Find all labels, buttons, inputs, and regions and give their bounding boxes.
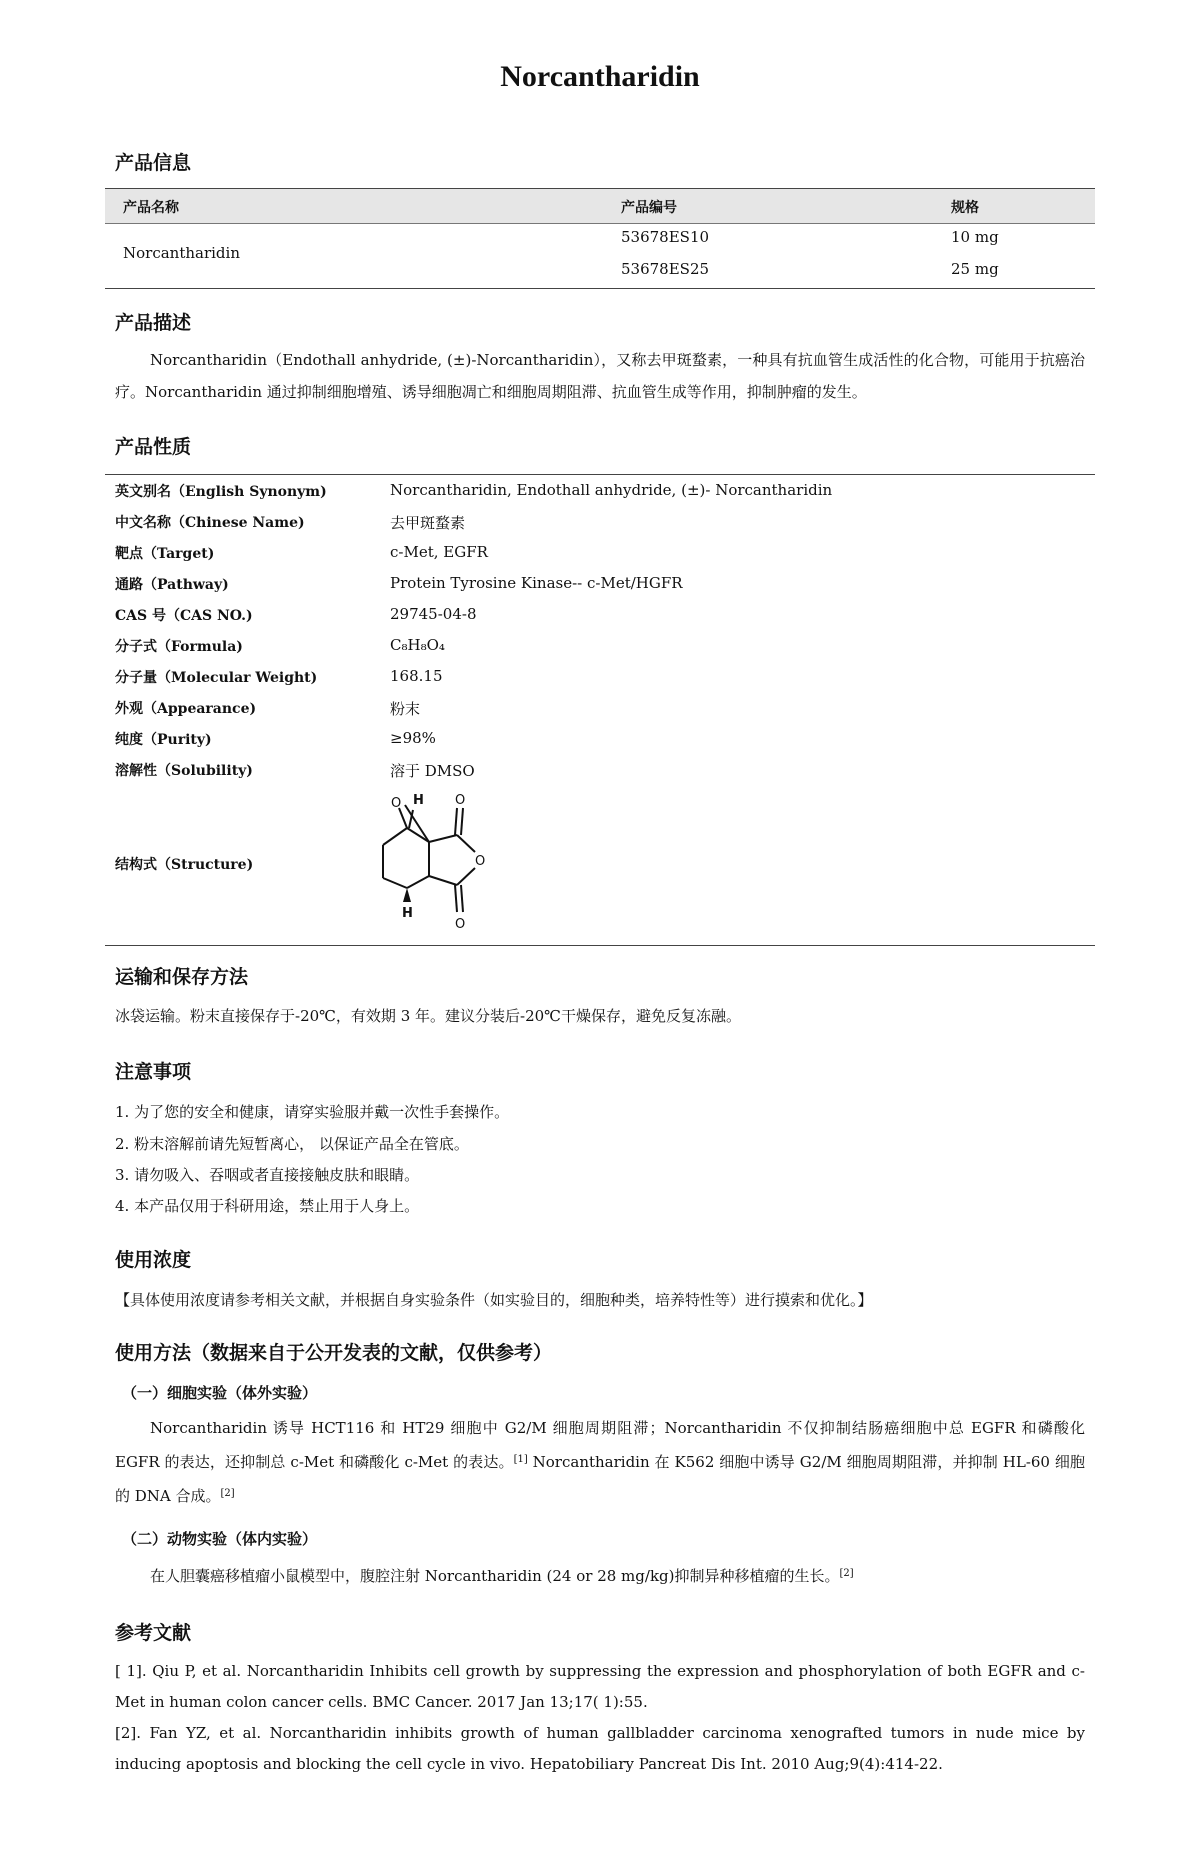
property-value: 粉末 — [390, 700, 421, 718]
citation-ref[interactable]: [2] — [839, 1568, 854, 1579]
document-title: Norcantharidin — [500, 60, 700, 93]
description-heading: 产品描述 — [115, 312, 192, 334]
storage-text: 冰袋运输。粉末直接保存于-20℃，有效期 3 年。建议分装后-20℃干燥保存，避免反复冻融。 — [115, 1007, 741, 1025]
column-header-name: 产品名称 — [123, 200, 179, 216]
property-row — [115, 599, 1095, 630]
in-vivo-heading: （二）动物实验（体内实验） — [122, 1530, 318, 1548]
notes-item: 2. 粉末溶解前请先短暂离心， 以保证产品全在管底。 — [115, 1135, 469, 1153]
product-code-cell: 53678ES10 — [621, 228, 710, 246]
product-info-table-body — [105, 224, 1095, 288]
description-text: Norcantharidin（Endothall anhydride, (±)-Norcantharidin），又称去甲斑蝥素，一种具有抗血管生成活性的化合物，可能用于抗癌治疗。Norcantharidin 通过抑制细胞增殖、诱导细胞凋亡和细胞周期阻滞、抗血管生成等作用，抑制肿瘤的发生。 — [115, 351, 1085, 401]
property-label: 英文别名（English Synonym) — [115, 484, 327, 500]
property-value: 168.15 — [390, 667, 443, 685]
property-row — [115, 475, 1095, 506]
property-row — [115, 537, 1095, 568]
in-vitro-heading: （一）细胞实验（体外实验） — [122, 1384, 318, 1402]
atom-label: O — [455, 793, 466, 808]
product-spec-cell: 25 mg — [951, 260, 999, 278]
property-row — [115, 568, 1095, 599]
notes-item: 3. 请勿吸入、吞咽或者直接接触皮肤和眼睛。 — [115, 1166, 420, 1184]
usage-heading: 使用方法（数据来自于公开发表的文献，仅供参考） — [115, 1342, 553, 1364]
property-value: Protein Tyrosine Kinase-- c-Met/HGFR — [390, 574, 683, 592]
property-label: 外观（Appearance) — [115, 701, 257, 717]
atom-label: O — [391, 796, 402, 811]
atom-label: O — [455, 917, 466, 932]
property-value: C₈H₈O₄ — [390, 636, 445, 654]
reference-item: [2]. Fan YZ, et al. Norcantharidin inhibits growth of human gallbladder carcinoma xenografted tumors in nude mice by inducing apoptosis and blocking the cell cycle in vivo. Hepatobiliary Pancreat Dis Int. 2010 Aug;9(4):414-22. — [115, 1724, 1085, 1773]
property-label: 中文名称（Chinese Name) — [115, 515, 305, 531]
property-row — [115, 754, 1095, 785]
property-label: CAS 号（CAS NO.) — [115, 608, 253, 624]
citation-ref[interactable]: [1] — [513, 1454, 528, 1465]
references-heading: 参考文献 — [115, 1622, 192, 1644]
property-value: 29745-04-8 — [390, 605, 477, 623]
property-row — [115, 630, 1095, 661]
property-label: 结构式（Structure) — [115, 857, 254, 873]
atom-label: H — [402, 906, 413, 921]
property-label: 溶解性（Solubility) — [115, 763, 253, 779]
product-code-cell: 53678ES25 — [621, 260, 710, 278]
in-vitro-text-part: Norcantharidin 诱导 HCT116 和 HT29 细胞中 G2/M 细胞周期阻滞；Norcantharidin 不仅抑制结肠癌细胞中总 EGFR 和磷酸化 EGFR 的表达，还抑制总 c-Met 和磷酸化 c-Met 的表达。 — [115, 1419, 1085, 1471]
reference-item: [ 1]. Qiu P, et al. Norcantharidin Inhibits cell growth by suppressing the expression and phosphorylation of both EGFR and c-Met in human colon cancer cells. BMC Cancer. 2017 Jan 13;17( 1):55. — [115, 1662, 1085, 1711]
citation-ref[interactable]: [2] — [220, 1488, 235, 1499]
property-value: 去甲斑蝥素 — [390, 514, 466, 532]
property-row — [115, 692, 1095, 723]
property-value: 溶于 DMSO — [390, 762, 475, 780]
product-info-table-header — [105, 189, 1095, 224]
property-label: 分子式（Formula) — [115, 639, 243, 655]
product-name-cell: Norcantharidin — [123, 244, 240, 262]
property-row — [115, 661, 1095, 692]
notes-heading: 注意事项 — [115, 1061, 192, 1083]
in-vitro-text — [115, 1412, 1085, 1512]
concentration-text: 【具体使用浓度请参考相关文献，并根据自身实验条件（如实验目的，细胞种类，培养特性等）进行摸索和优化。】 — [115, 1291, 873, 1309]
in-vivo-text-part: 在人胆囊癌移植瘤小鼠模型中，腹腔注射 Norcantharidin (24 or 28 mg/kg)抑制异种移植瘤的生长。 — [150, 1567, 840, 1585]
property-label: 靶点（Target) — [115, 546, 215, 562]
property-row — [115, 723, 1095, 754]
property-value: ≥98% — [390, 729, 436, 747]
product-info-heading: 产品信息 — [115, 152, 192, 174]
chemical-structure — [375, 790, 515, 935]
properties-table — [105, 474, 1095, 946]
notes-item: 1. 为了您的安全和健康，请穿实验服并戴一次性手套操作。 — [115, 1103, 510, 1121]
in-vitro-text-part: Norcantharidin 在 K562 细胞中诱导 G2/M 细胞周期阻滞，并抑制 HL-60 细胞的 DNA 合成。 — [115, 1453, 1085, 1505]
column-header-code: 产品编号 — [621, 200, 677, 216]
atom-label: O — [475, 854, 486, 869]
property-row — [115, 848, 1095, 879]
property-row — [115, 506, 1095, 537]
property-label: 通路（Pathway) — [115, 577, 229, 593]
concentration-heading: 使用浓度 — [115, 1249, 192, 1271]
property-value: c-Met, EGFR — [390, 543, 488, 561]
property-label: 分子量（Molecular Weight) — [115, 670, 318, 686]
notes-item: 4. 本产品仅用于科研用途，禁止用于人身上。 — [115, 1197, 420, 1215]
product-info-table — [105, 188, 1095, 289]
product-spec-cell: 10 mg — [951, 228, 999, 246]
properties-heading: 产品性质 — [115, 436, 192, 458]
in-vivo-text — [115, 1558, 1085, 1592]
column-header-spec: 规格 — [951, 200, 979, 216]
atom-label: H — [413, 793, 424, 808]
storage-heading: 运输和保存方法 — [115, 966, 249, 988]
property-label: 纯度（Purity) — [115, 732, 212, 748]
property-value: Norcantharidin, Endothall anhydride, (±)- Norcantharidin — [390, 481, 833, 499]
